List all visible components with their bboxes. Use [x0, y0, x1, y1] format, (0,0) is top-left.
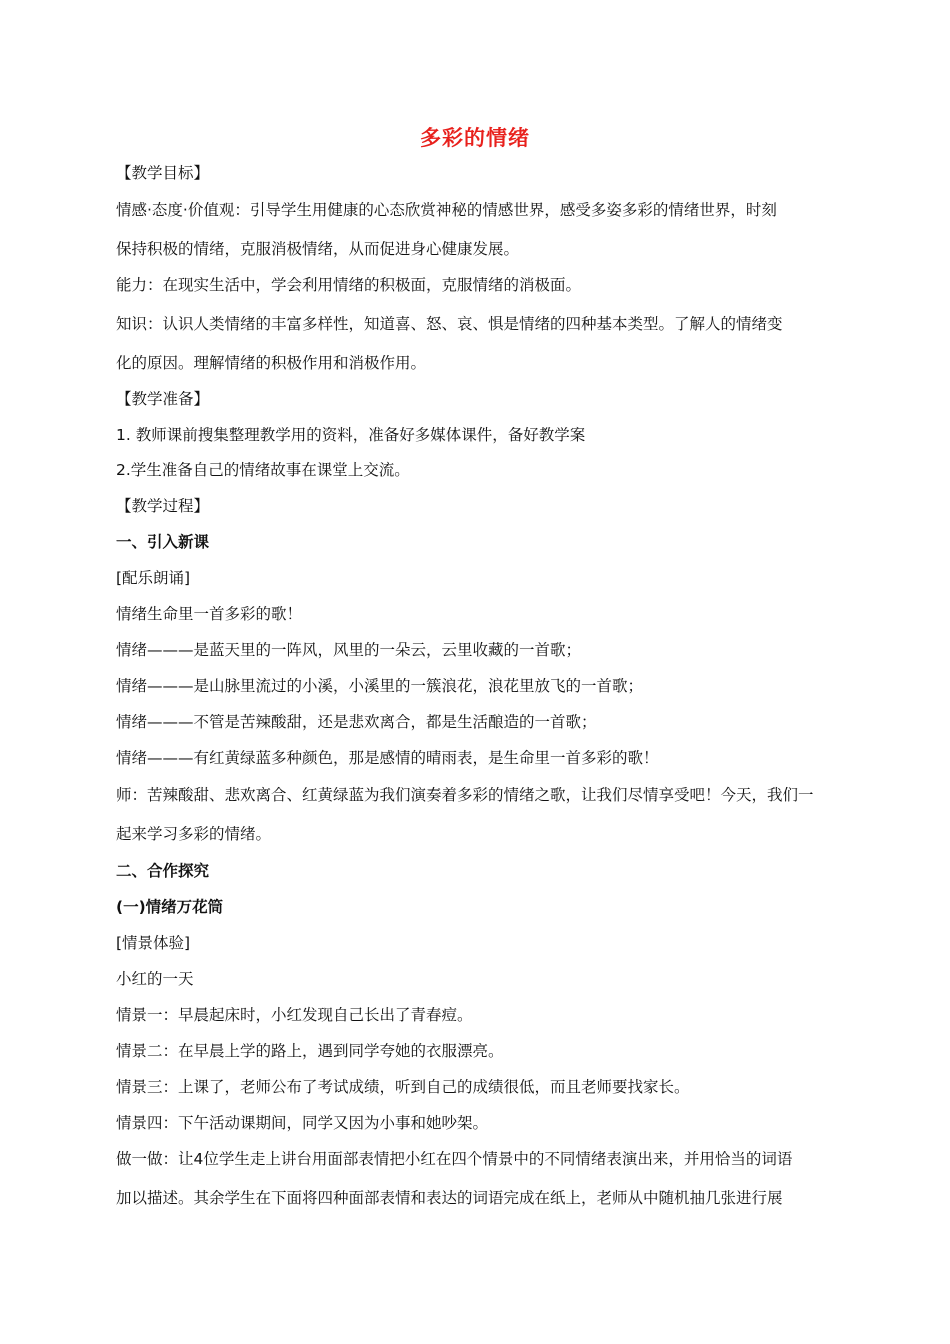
document-title: 多彩的情绪 — [420, 126, 530, 150]
scene-4: 情景四：下午活动课期间，同学又因为小事和她吵架。 — [116, 1114, 489, 1132]
goal-knowledge-line-1: 知识：认识人类情绪的丰富多样性，知道喜、怒、哀、惧是情绪的四种基本类型。了解人的情绪变 — [116, 315, 783, 333]
heading-teaching-goals: 【教学目标】 — [116, 164, 210, 182]
story-title: 小红的一天 — [116, 970, 194, 988]
activity-line-1: 做一做：让4位学生走上讲台用面部表情把小红在四个情景中的不同情绪表演出来，并用恰当的词语 — [116, 1150, 793, 1168]
section-1-tag: [配乐朗诵] — [116, 569, 191, 587]
section-2-heading: 二、合作探究 — [116, 862, 210, 880]
scene-2: 情景二：在早晨上学的路上，遇到同学夸她的衣服漂亮。 — [116, 1042, 504, 1060]
teacher-line-1: 师：苦辣酸甜、悲欢离合、红黄绿蓝为我们演奏着多彩的情绪之歌，让我们尽情享受吧！今天，我们一 — [116, 786, 814, 804]
teacher-line-2: 起来学习多彩的情绪。 — [116, 825, 272, 843]
section-2-sub-heading: (一)情绪万花筒 — [116, 898, 224, 916]
prep-item-1: 1. 教师课前搜集整理教学用的资料，准备好多媒体课件，备好教学案 — [116, 426, 586, 444]
prep-item-2: 2.学生准备自己的情绪故事在课堂上交流。 — [116, 461, 410, 479]
goal-knowledge-line-2: 化的原因。理解情绪的积极作用和消极作用。 — [116, 354, 427, 372]
heading-teaching-process: 【教学过程】 — [116, 497, 210, 515]
poem-line-5: 情绪———有红黄绿蓝多种颜色，那是感情的晴雨表，是生命里一首多彩的歌！ — [116, 749, 659, 767]
goal-emotion-line-1: 情感·态度·价值观：引导学生用健康的心态欣赏神秘的情感世界，感受多姿多彩的情绪世界，时刻 — [116, 201, 777, 219]
activity-line-2: 加以描述。其余学生在下面将四种面部表情和表达的词语完成在纸上，老师从中随机抽几张进行展 — [116, 1189, 783, 1207]
poem-line-3: 情绪———是山脉里流过的小溪，小溪里的一簇浪花，浪花里放飞的一首歌； — [116, 677, 644, 695]
poem-line-2: 情绪———是蓝天里的一阵风，风里的一朵云，云里收藏的一首歌； — [116, 641, 582, 659]
poem-line-4: 情绪———不管是苦辣酸甜，还是悲欢离合，都是生活酿造的一首歌； — [116, 713, 597, 731]
poem-line-1: 情绪生命里一首多彩的歌！ — [116, 605, 303, 623]
section-2-tag: [情景体验] — [116, 934, 191, 952]
scene-1: 情景一：早晨起床时，小红发现自己长出了青春痘。 — [116, 1006, 473, 1024]
scene-3: 情景三：上课了，老师公布了考试成绩，听到自己的成绩很低，而且老师要找家长。 — [116, 1078, 690, 1096]
goal-ability: 能力：在现实生活中，学会利用情绪的积极面，克服情绪的消极面。 — [116, 276, 582, 294]
goal-emotion-line-2: 保持积极的情绪，克服消极情绪，从而促进身心健康发展。 — [116, 240, 520, 258]
heading-teaching-prep: 【教学准备】 — [116, 390, 210, 408]
section-1-heading: 一、引入新课 — [116, 533, 210, 551]
